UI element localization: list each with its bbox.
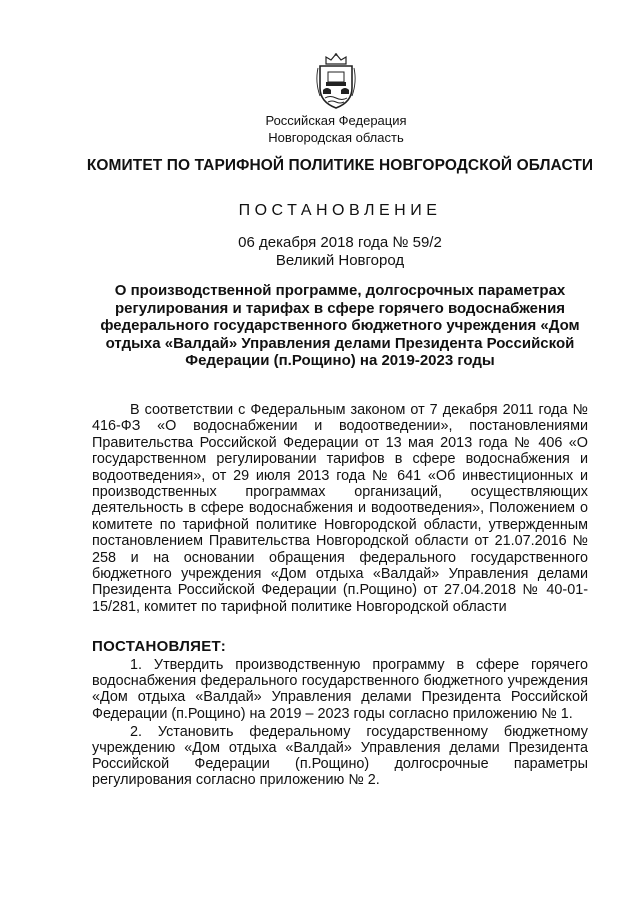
preamble-text: В соответствии с Федеральным законом от 7 декабря 2011 года № 416-ФЗ «О водоснабжении и водоотведении», постановлениями Правительства Российской Федерации от 13 мая 2013 года № 406 «О государственном регулировании тарифов в сфере водоснабжения и водоотведения», от 29 июля 2013 года № 641 «Об инвестиционных и производственных программах организаций, осуществляющих деятельность в сфере водоснабжения и водоотведения», Положением о комитете по тарифной политике Новгородской области, утвержденным постановлением Правительства Новгородской области от 21.07.2016 № 258 и на основании обращения федерального государственного бюджетного учреждения «Дом отдыха «Валдай» Управления делами Президента Российской Федерации (п.Рощино) от 27.04.2018 № 40-01-15/281, комитет по тарифной политике Новгородской области [92,402,588,615]
resolution-item: 2. Установить федеральному государственному бюджетному учреждению «Дом отдыха «Валдай» Управления делами Президента Российской Федерации (п.Рощино) долгосрочные параметры регулирования согласно приложению № 2. [92,723,588,789]
resolution-items [92,657,588,791]
resolves-heading: ПОСТАНОВЛЯЕТ: [92,638,227,655]
document-city: Великий Новгород [275,252,405,269]
document-date-number: 06 декабря 2018 года № 59/2 [238,234,442,251]
resolution-item: 1. Утвердить производственную программу в сфере горячего водоснабжения федерального государственного бюджетного учреждения «Дом отдыха «Валдай» Управления делами Президента Российской Федерации (п.Рощино) на 2019 – 2023 годы согласно приложению № 1. [92,657,588,722]
country-name: Российская Федерация [265,113,407,128]
preamble [92,402,588,615]
coat-of-arms-icon [314,52,358,110]
region-name: Новгородская область [268,130,404,145]
document-type: ПОСТАНОВЛЕНИЕ [238,202,442,219]
committee-title: КОМИТЕТ ПО ТАРИФНОЙ ПОЛИТИКЕ НОВГОРОДСКОЙ ОБЛАСТИ [86,157,594,174]
country-region-block [0,112,640,146]
document-subject: О производственной программе, долгосрочных параметрах регулирования и тарифах в сфере горячего водоснабжения федерального государственного бюджетного учреждения «Дом отдыха «Валдай» Управления делами Президента Российской Федерации (п.Рощино) на 2019-2023 годы [100,282,580,370]
